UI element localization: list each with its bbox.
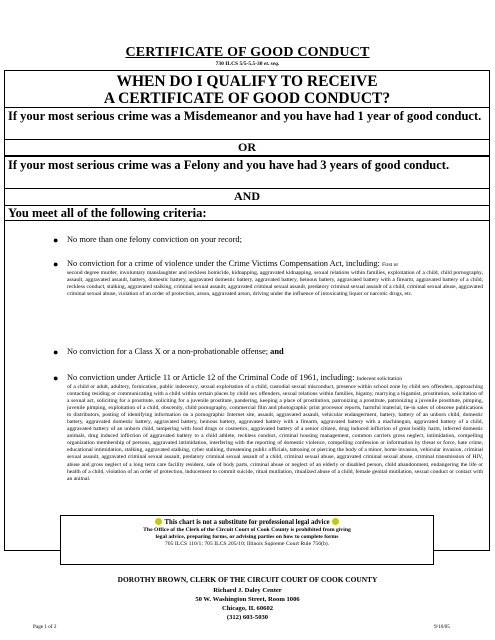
criteria-item-2-lead-small: First or — [381, 262, 399, 268]
criteria-item-2-lead-text: No conviction for a crime of violence under the Crime Victims Compensation Act, including: — [67, 259, 380, 268]
question-box — [4, 70, 490, 108]
legal-advice-notice — [60, 515, 434, 565]
criteria-item-4-lead-small: Indecent solicitation — [356, 376, 403, 382]
phone-number: (312) 603-5030 — [226, 614, 269, 621]
question-line-2: A CERTIFICATE OF GOOD CONDUCT? — [103, 90, 391, 107]
misdemeanor-condition-box — [4, 107, 490, 140]
page-number: Page 1 of 2 — [33, 624, 57, 630]
notice-heading: This chart is not a substitute for professional legal advice — [164, 519, 330, 526]
criteria-item-3-lead — [67, 347, 483, 358]
criteria-list — [4, 221, 490, 551]
and-divider: AND — [4, 189, 490, 205]
building-name: Richard J. Daley Center — [213, 587, 282, 594]
notice-line-3: 705 ILCS 110/1; 705 ILCS 205/10; Illinois Supreme Court Rule 756(b). — [164, 541, 330, 547]
criteria-item-3-lead-and: and — [270, 347, 284, 356]
bullet-icon: ● — [53, 347, 59, 357]
question-line-1: WHEN DO I QUALIFY TO RECEIVE — [116, 73, 378, 90]
city-address: Chicago, IL 60602 — [221, 605, 274, 612]
criteria-item-2-detail: second degree murder, involuntary manslaughter and reckless homicide, kidnapping, aggravated kidnapping, sexual relations within families, exploitation of a child, child pornography, assault, aggravated assault, battery, domestic battery, aggravated domestic battery, aggravated battery, heinous battery, aggravated battery with a firearm, aggravated battery of a child, reckless conduct, stalking, aggravated stalking, criminal sexual assault, aggravated criminal sexual assault, predatory criminal sexual assault of a child, criminal sexual abuse, aggravated criminal sexual abuse, violation of an order of protection, arson, aggravated arson, driving under the influence of intoxicating liquor or narcotic drugs, etc. — [67, 270, 483, 298]
statute-citation — [0, 61, 495, 67]
clerk-office: DOROTHY BROWN, CLERK OF THE CIRCUIT COURT OF COOK COUNTY — [117, 575, 378, 584]
star-icon — [155, 518, 162, 525]
criteria-item-2-lead — [67, 259, 483, 270]
bullet-icon: ● — [53, 235, 59, 245]
criteria-item-4-detail: of a child or adult, adultery, fornication, public indecency, sexual exploitation of a child, custodial sexual misconduct, presence within school zone by child sex offenders, approaching contacting residing or communicating with a child within certain places by child sex offenders, sexual relations within families, bigamy, marrying a bigamist, prostitution, solicitation of a sexual act, soliciting for a prostitute, soliciting for a juvenile prostitute, pandering, keeping a place of prostitution, patronizing a prostitute, patronizing a juvenile prostitute, pimping, juvenile pimping, exploitation of a child, obscenity, child pornography, commercial film and photographic print processor reports, harmful material, tie-in sales of obscene publications to distributors, posting of identifying information on a pornographic Internet site, assault, aggravated assault, vehicular endangerment, battery, battery of an unborn child, domestic battery, aggravated domestic battery, aggravated battery, heinous battery, aggravated battery with a firearm, aggravated battery with a machinegun, aggravated battery of a child, aggravated battery of an unborn child, tampering with food drugs or cosmetics, aggravated battery of a senior citizen, drug induced infliction of great bodily harm, infected domestic animals, drug induced infliction of aggravated battery to a child athlete, reckless conduct, criminal housing management, common carriers gross neglect, intimidation, compelling organization membership of persons, aggravated intimidation, interfering with the reporting of domestic violence, compelling confession or information by threat or force, hate crime, educational intimidation, stalking, aggravated stalking, cyber stalking, threatening public officials, tattooing or piercing the body of a minor, home invasion, vehicular invasion, criminal sexual assault, aggravated criminal sexual assault, predatory criminal sexual assault of a child, criminal sexual abuse, aggravated criminal sexual abuse, criminal transmission of HIV, abuse and gross neglect of a long term care facility resident, sale of body parts, criminal abuse or neglect of an elderly or disabled person, child abandonment, endangering the life or health of a child, violation of an order of protection, inducement to commit suicide, ritual mutilation, ritualized abuse of a child, female genital mutilation, sexual conduct or contact with an animal. — [67, 384, 483, 482]
or-divider: OR — [4, 140, 490, 156]
star-icon — [332, 518, 339, 525]
notice-line-1: The Office of the Clerk of the Circuit Court of Cook County is prohibited from giving — [143, 527, 351, 533]
bullet-icon: ● — [53, 259, 59, 269]
criteria-item-4-lead-text: No conviction under Article 11 or Article 12 of the Criminal Code of 1961, including: — [67, 373, 355, 382]
page-title: CERTIFICATE OF GOOD CONDUCT — [125, 45, 370, 60]
revision-date: 9/16/05 — [434, 624, 450, 630]
criteria-heading-box — [4, 205, 490, 221]
bullet-icon: ● — [53, 373, 59, 383]
notice-line-2: legal advice, preparing forms, or advising parties on how to complete forms — [155, 534, 339, 540]
felony-condition: If your most serious crime was a Felony and you have had 3 years of good conduct. — [8, 158, 450, 172]
citation-text: 730 ILCS 5/5-5.5-30 — [215, 61, 263, 67]
street-address: 50 W. Washington Street, Room 1006 — [195, 596, 300, 603]
criteria-item-1-text: No more than one felony conviction on your record; — [67, 235, 242, 244]
misdemeanor-condition: If your most serious crime was a Misdemeanor and you have had 1 year of good conduct. — [8, 109, 482, 123]
criteria-item-3-lead-text: No conviction for a Class X or a non-probationable offense; — [67, 347, 269, 356]
criteria-item-4-lead — [67, 373, 483, 384]
felony-condition-box — [4, 156, 490, 189]
notice-heading-row — [61, 518, 433, 527]
citation-suffix: et. seq. — [263, 61, 280, 67]
criteria-heading: You meet all of the following criteria: — [8, 206, 207, 220]
